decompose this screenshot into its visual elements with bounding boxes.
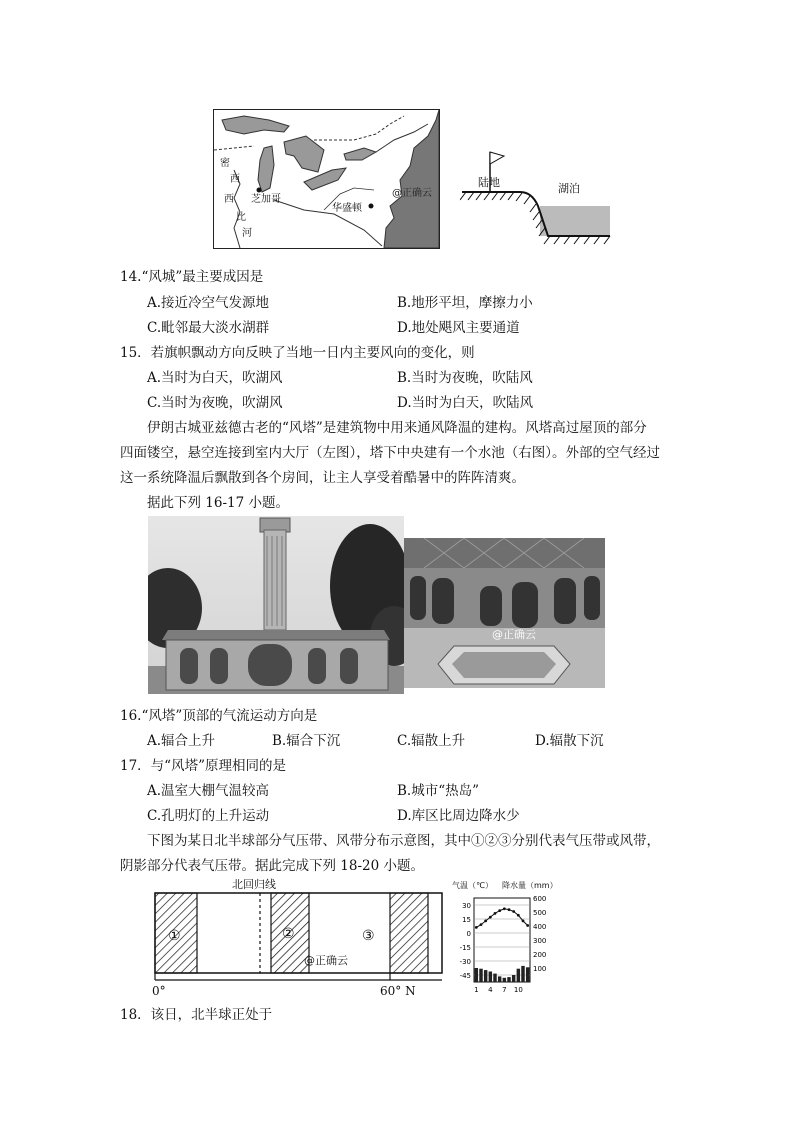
precip-tick-label: 600 (533, 895, 547, 903)
month-tick-label: 7 (502, 986, 507, 994)
wind-tower-exterior-photo (148, 516, 404, 694)
temperature-point (508, 908, 511, 911)
temperature-point (489, 916, 492, 919)
temperature-point (512, 910, 515, 913)
lat-60-label: 60° N (380, 984, 416, 998)
q16-stem: 16.“风塔”顶部的气流运动方向是 (120, 708, 318, 724)
precip-bar (521, 966, 524, 982)
watermark-belt: @正确云 (304, 954, 348, 967)
land-lake-drawing (460, 148, 615, 248)
q14-option-b: B.地形平坦，摩擦力小 (397, 295, 533, 311)
precip-bar (479, 969, 482, 982)
q14-option-a: A.接近冷空气发源地 (147, 295, 270, 311)
q16-option-c: C.辐散上升 (397, 733, 466, 749)
great-lakes-map (213, 109, 440, 249)
q15-option-a: A.当时为白天，吹湖风 (147, 370, 283, 386)
temperature-point (517, 914, 520, 917)
q14-option-d: D.地处飓风主要通道 (397, 320, 520, 336)
q15-stem: 15．若旗帜飘动方向反映了当地一日内主要风向的变化，则 (120, 345, 475, 361)
month-tick-label: 10 (513, 986, 523, 994)
precip-tick-label: 500 (533, 909, 547, 917)
temperature-point (484, 919, 487, 922)
pressure-belt-drawing (150, 876, 450, 1000)
q14-stem: 14.“风城”最主要成因是 (120, 269, 264, 285)
intro1-line4: 据此下列 16-17 小题。 (147, 495, 290, 511)
temperature-point (475, 926, 478, 929)
pressure-belt-3 (390, 893, 428, 973)
temperature-point (526, 924, 529, 927)
month-tick-label: 1 (474, 986, 479, 994)
map-label-mi: 密 (220, 158, 230, 169)
precip-bar (517, 969, 520, 982)
q17-option-d: D.库区比周边降水少 (397, 808, 520, 824)
precip-bar (498, 976, 501, 982)
intro2-line1: 下图为某日北半球部分气压带、风带分布示意图，其中①②③分别代表气压带或风带， (147, 833, 660, 849)
exterior-photo-drawing (148, 516, 404, 694)
precip-bar (507, 977, 510, 982)
belt-label-2: ② (282, 926, 295, 942)
precip-axis-title: 降水量（mm） (502, 881, 558, 890)
intro1-line2: 四面镂空，悬空连接到室内大厅（左图），塔下中央建有一个水池（右图）。外部的空气经过 (120, 445, 660, 461)
q17-option-b: B.城市“热岛” (397, 783, 480, 799)
land-label: 陆地 (478, 176, 500, 189)
belt-label-3: ③ (362, 928, 375, 944)
temp-tick-label: 15 (462, 916, 471, 924)
lake-water (540, 206, 610, 236)
map-label-xi1: 西 (230, 174, 240, 185)
temperature-point (498, 909, 501, 912)
climate-chart-svg (450, 880, 560, 998)
temp-tick-label: -30 (459, 958, 471, 966)
precip-tick-label: 300 (533, 937, 547, 945)
ceiling (404, 538, 605, 568)
washington-dot (369, 204, 374, 209)
q16-option-b: B.辐合下沉 (272, 733, 341, 749)
flag (490, 152, 504, 164)
temperature-point (522, 919, 525, 922)
precip-bar (493, 974, 496, 982)
intro2-line2: 阴影部分代表气压带。据此完成下列 18-20 小题。 (120, 858, 424, 874)
roof (162, 630, 390, 640)
precip-bar (526, 967, 529, 982)
ohio-river (274, 200, 382, 246)
q17-option-c: C.孔明灯的上升运动 (147, 808, 270, 824)
month-tick-label: 4 (488, 986, 493, 994)
precip-tick-label: 400 (533, 923, 547, 931)
q16-option-d: D.辐散下沉 (535, 733, 604, 749)
lat-0-label: 0° (152, 984, 166, 998)
q14-option-c: C.毗邻最大淡水湖群 (147, 320, 270, 336)
precip-tick-label: 200 (533, 951, 547, 959)
temperature-point (494, 912, 497, 915)
atlantic-ocean-shape (384, 110, 439, 248)
temp-tick-label: -45 (459, 972, 471, 980)
q15-option-d: D.当时为白天，吹陆风 (397, 395, 534, 411)
land-lake-diagram (460, 148, 615, 248)
lake-ontario-shape (344, 148, 376, 160)
watermark-interior: @正确云 (492, 628, 536, 641)
temp-tick-label: 30 (462, 902, 471, 910)
lake-label: 湖泊 (558, 182, 580, 195)
temperature-point (480, 923, 483, 926)
lake-erie-shape (304, 168, 346, 190)
tropic-label: 北回归线 (232, 878, 276, 891)
map-label-chicago: 芝加哥 (251, 194, 281, 205)
q18-stem: 18．该日，北半球正处于 (120, 1007, 273, 1023)
map-label-xi2: 西 (224, 194, 234, 205)
q17-stem: 17．与“风塔”原理相同的是 (120, 758, 286, 774)
precip-bar (484, 970, 487, 982)
map-label-washington: 华盛顿 (332, 203, 362, 214)
intro1-line3: 这一系统降温后飘散到各个房间，让主人享受着酷暑中的阵阵清爽。 (120, 470, 525, 486)
precip-bar (503, 978, 506, 982)
map-label-bi: 比 (236, 212, 246, 223)
pool-water (452, 652, 556, 678)
climate-chart (450, 880, 560, 998)
precip-tick-label: 100 (533, 965, 547, 973)
wind-tower-interior-photo (404, 538, 605, 688)
q15-option-c: C.当时为夜晚，吹湖风 (147, 395, 283, 411)
precip-bar (475, 968, 478, 982)
intro1-line1: 伊朗古城亚兹德古老的“风塔”是建筑物中用来通风降温的建构。风塔高过屋顶的部分 (147, 420, 647, 436)
temperature-point (503, 907, 506, 910)
q16-option-a: A.辐合上升 (147, 733, 216, 749)
q17-option-a: A.温室大棚气温较高 (147, 783, 270, 799)
lake-huron-shape (284, 136, 324, 172)
temp-tick-label: 0 (466, 930, 471, 938)
lake-michigan-shape (258, 146, 274, 192)
temp-tick-label: -15 (459, 944, 471, 952)
precip-bar (512, 975, 515, 982)
interior-photo-drawing (404, 538, 605, 688)
pressure-belt-diagram (150, 876, 450, 1000)
lake-superior-shape (222, 116, 289, 134)
belt-label-1: ① (168, 928, 181, 944)
temp-axis-title: 气温（℃） (452, 881, 493, 890)
q15-option-b: B.当时为夜晚，吹陆风 (397, 370, 533, 386)
map-label-he: 河 (242, 228, 252, 239)
precip-bar (489, 972, 492, 983)
watermark: @正确云 (392, 188, 432, 199)
